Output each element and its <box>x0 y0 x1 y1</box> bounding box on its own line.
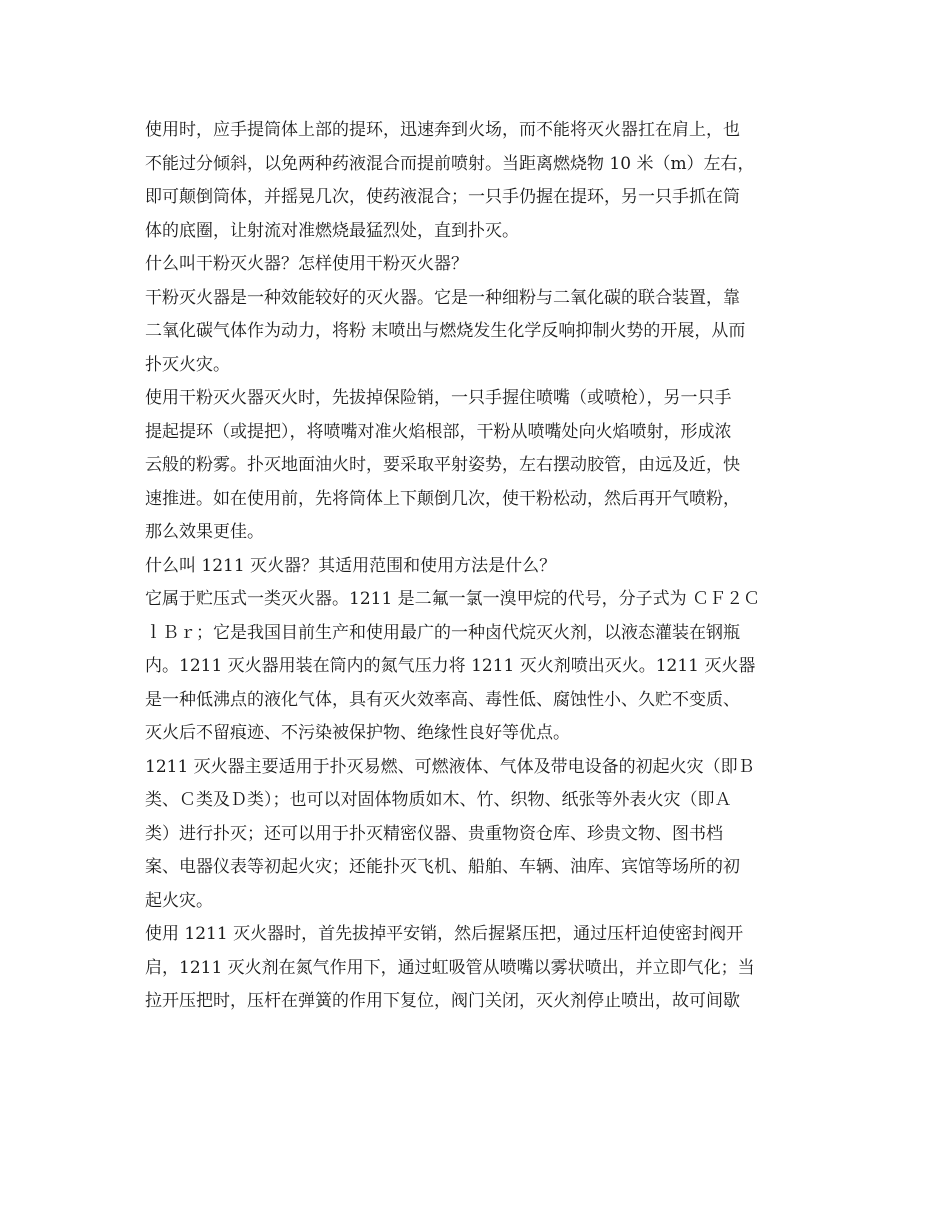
text-line: 扑灭火灾。 <box>145 354 230 375</box>
text-line: 类）进行扑灭；还可以用于扑灭精密仪器、贵重物资仓库、珍贵文物、图书档 <box>145 823 723 844</box>
text-line: 使用时，应手提筒体上部的提环，迅速奔到火场，而不能将灭火器扛在肩上，也 <box>145 120 740 140</box>
body-text <box>145 114 810 1019</box>
text-line: 提起提环（或提把），将喷嘴对准火焰根部，干粉从喷嘴处向火焰喷射，形成浓 <box>145 421 732 442</box>
text-line: 起火灾。 <box>145 890 213 911</box>
text-line: 二氧化碳气体作为动力，将粉 末喷出与燃烧发生化学反响抑制火势的开展，从而 <box>145 321 746 341</box>
section-question: 什么叫 1211 灭火器？其适用范围和使用方法是什么？ <box>145 555 557 576</box>
section-question: 什么叫干粉灭火器？怎样使用干粉灭火器？ <box>145 254 468 274</box>
text-line: 速推进。如在使用前，先将筒体上下颠倒几次，使干粉松动，然后再开气喷粉， <box>145 488 740 509</box>
text-line: 不能过分倾斜，以免两种药液混合而提前喷射。当距离燃烧物 10 米（m）左右， <box>145 153 755 174</box>
text-line: 启，1211 灭火剂在氮气作用下，通过虹吸管从喷嘴以雾状喷出，并立即气化；当 <box>145 957 755 978</box>
text-line: 使用干粉灭火器灭火时，先拔掉保险销，一只手握住喷嘴（或喷枪），另一只手 <box>145 388 732 408</box>
text-line: 拉开压把时，压杆在弹簧的作用下复位，阀门关闭，灭火剂停止喷出，故可间歇 <box>145 991 740 1011</box>
text-line: ｌＢｒ；它是我国目前生产和使用最广的一种卤代烷灭火剂，以液态灌装在钢瓶 <box>145 622 740 643</box>
text-line: 它属于贮压式一类灭火器。1211 是二氟一氯一溴甲烷的代号，分子式为 ＣＦ２Ｃ <box>145 589 761 609</box>
text-line: 灭火后不留痕迹、不污染被保护物、绝缘性良好等优点。 <box>145 723 570 743</box>
text-line: 类、Ｃ类及Ｄ类）；也可以对固体物质如木、竹、织物、纸张等外表火灾（即Ａ <box>145 790 732 810</box>
text-line: 是一种低沸点的液化气体，具有灭火效率高、毒性低、腐蚀性小、久贮不变质、 <box>145 689 740 710</box>
text-line: 云般的粉雾。扑灭地面油火时，要采取平射姿势，左右摆动胶管，由远及近，快 <box>145 455 740 475</box>
text-line: 体的底圈，让射流对准燃烧最猛烈处，直到扑灭。 <box>145 220 519 241</box>
text-line: 案、电器仪表等初起火灾；还能扑灭飞机、船舶、车辆、油库、宾馆等场所的初 <box>145 857 740 877</box>
text-line: 1211 灭火器主要适用于扑灭易燃、可燃液体、气体及带电设备的初起火灾（即Ｂ <box>145 756 755 777</box>
text-line: 即可颠倒筒体，并摇晃几次，使药液混合；一只手仍握在提环，另一只手抓在筒 <box>145 187 740 207</box>
text-line: 使用 1211 灭火器时，首先拔掉平安销，然后握紧压把，通过压杆迫使密封阀开 <box>145 924 744 944</box>
text-line: 干粉灭火器是一种效能较好的灭火器。它是一种细粉与二氧化碳的联合装置，靠 <box>145 287 740 308</box>
text-line: 内。1211 灭火器用装在筒内的氮气压力将 1211 灭火剂喷出灭火。1211 灭火器 <box>145 656 756 676</box>
text-line: 那么效果更佳。 <box>145 522 264 542</box>
